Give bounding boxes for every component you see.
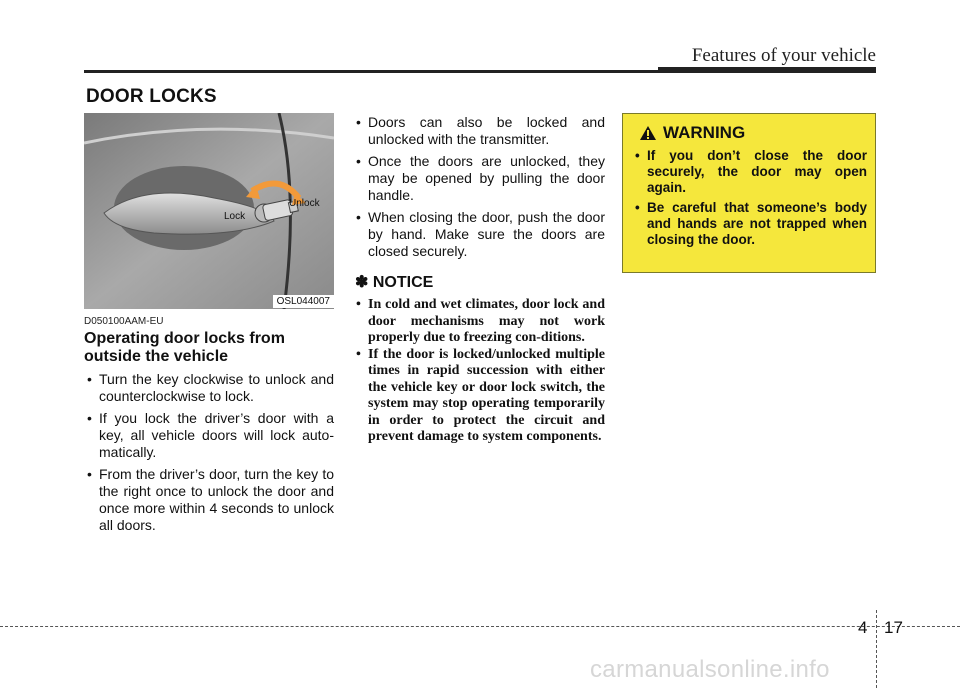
warning-triangle-icon <box>639 125 657 141</box>
list-item: • In cold and wet climates, door lock and door mechanisms may not work properly due to freezing con-ditions. <box>355 297 605 347</box>
header-rule-accent <box>658 67 876 73</box>
door-handle-image <box>84 113 334 309</box>
unlock-label: Unlock <box>289 198 320 209</box>
list-item: • Doors can also be locked and unlocked with the transmitter. <box>355 114 605 148</box>
page-number-divider <box>876 610 877 688</box>
door-handle-illustration <box>84 113 334 309</box>
list-item: • If the door is locked/unlocked multiple times in rapid succession with either the vehicle key or door lock switch, the system may stop operating temporarily in order to protect the circuit and prevent damage to system components. <box>355 347 605 446</box>
list-item: • If you don’t close the door securely, the door may open again. <box>635 148 867 196</box>
notice-heading <box>355 272 433 292</box>
list-item: • Be careful that someone’s body and hands are not trapped when closing the door. <box>635 200 867 248</box>
subsection-heading: Operating door locks from outside the vehicle <box>84 330 285 365</box>
warning-box <box>622 113 876 273</box>
list-item: • Once the doors are unlocked, they may be opened by pulling the door handle. <box>355 153 605 204</box>
header-title: Features of your vehicle <box>691 45 876 66</box>
key-operation-list <box>86 371 334 539</box>
list-item: • If you lock the driver’s door with a key, all vehicle doors will lock auto-matically. <box>86 410 334 461</box>
notice-title: NOTICE <box>372 274 434 291</box>
warning-list <box>635 148 867 252</box>
lock-label: Lock <box>224 211 246 222</box>
notice-list <box>355 297 605 446</box>
warning-title: WARNING <box>663 123 746 142</box>
watermark: carmanualsonline.info <box>590 656 830 683</box>
footer-rule <box>0 626 960 627</box>
figure-code: OSL044007 <box>273 295 334 308</box>
list-item: • When closing the door, push the door by hand. Make sure the doors are closed securely. <box>355 209 605 260</box>
notice-symbol-icon: ✽ <box>355 274 369 291</box>
section-title: DOOR LOCKS <box>86 86 217 107</box>
list-item: • Turn the key clockwise to unlock and counterclockwise to lock. <box>86 371 334 405</box>
list-item: • From the driver’s door, turn the key to the right once to unlock the door and once more within 4 seconds to unlock all doors. <box>86 466 334 534</box>
warning-heading <box>639 123 745 143</box>
door-info-list <box>355 114 605 265</box>
reference-code: D050100AAM-EU <box>84 316 164 327</box>
chapter-number: 4 <box>858 618 868 637</box>
page-number: 17 <box>884 618 903 637</box>
